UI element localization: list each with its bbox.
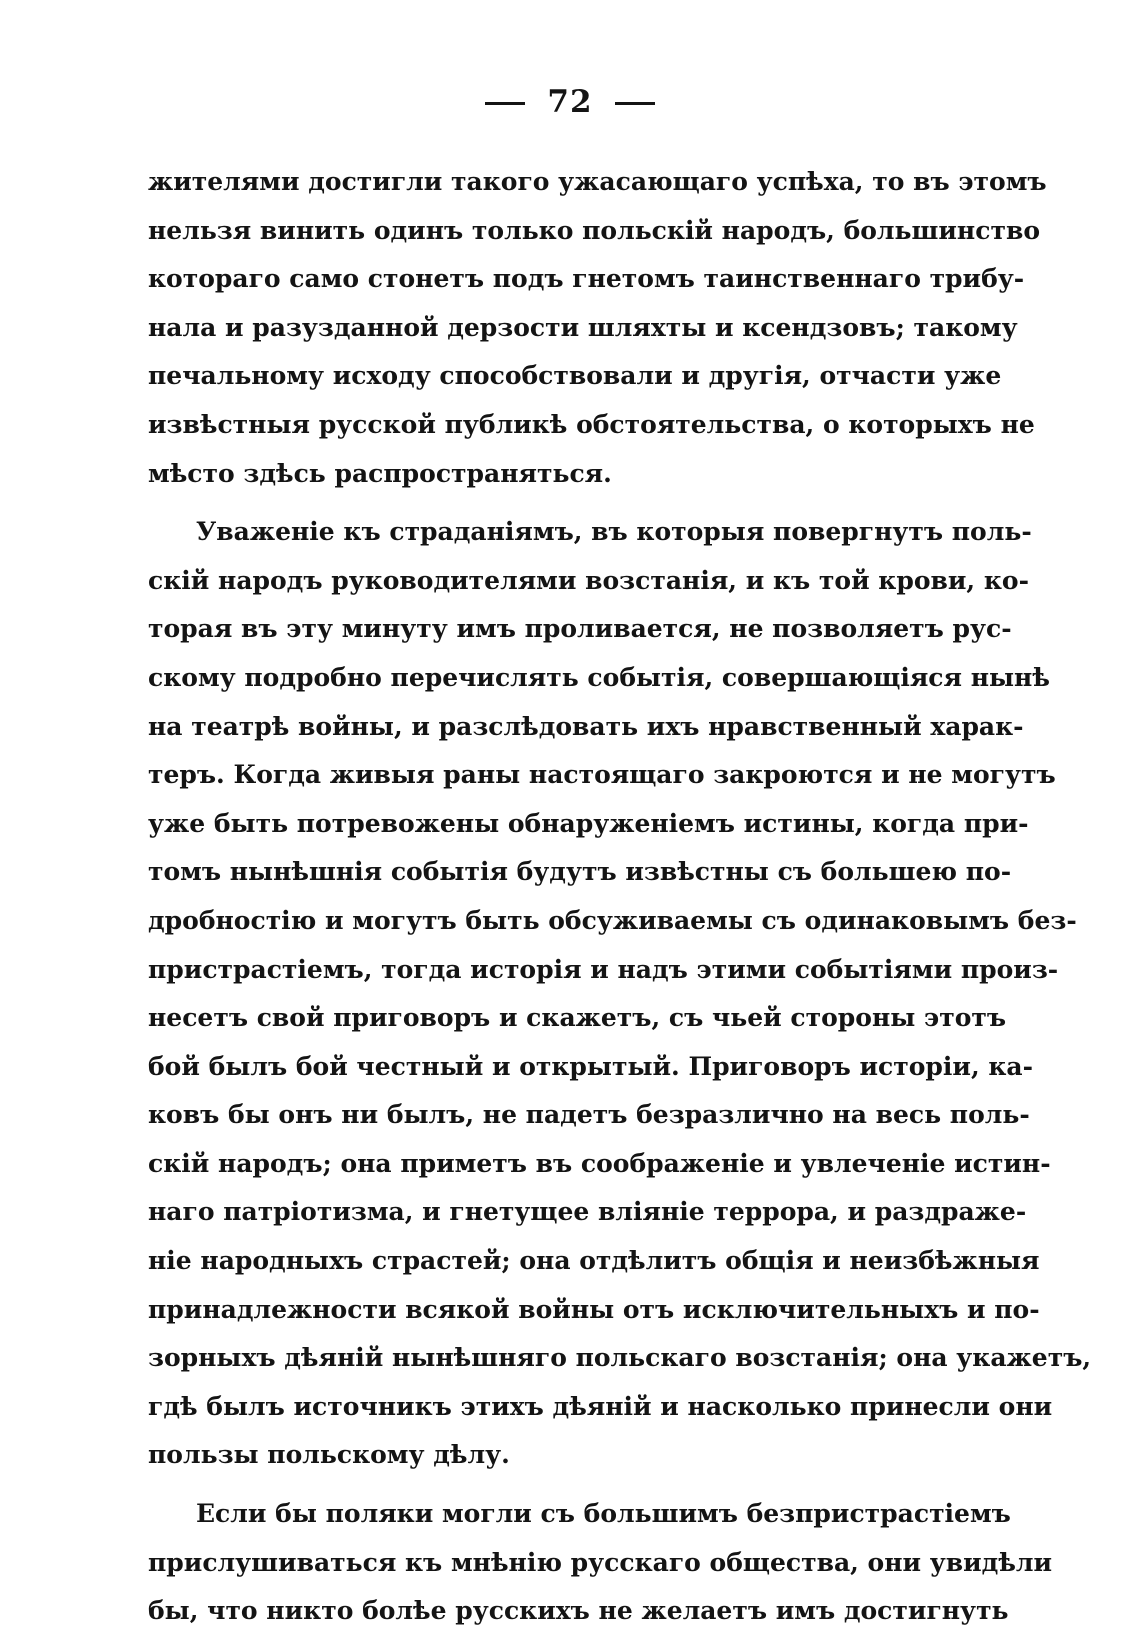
page-number: 72 bbox=[547, 84, 593, 120]
paragraph bbox=[148, 158, 1047, 498]
text-line: бы, что никто болѣе русскихъ не желаетъ имъ достигнуть bbox=[148, 1596, 1009, 1626]
body-text bbox=[148, 158, 1092, 1646]
text-line: скій народъ руководителями возстанія, и къ той крови, ко- bbox=[148, 565, 1029, 595]
left-dash bbox=[485, 102, 525, 105]
text-line: мѣсто здѣсь распространяться. bbox=[148, 458, 612, 488]
text-line: на театрѣ войны, и разслѣдовать ихъ нравственный харак- bbox=[148, 711, 1024, 741]
text-line: нельзя винить одинъ только польскій народъ, большинство bbox=[148, 215, 1040, 245]
text-line: прислушиваться къ мнѣнію русскаго общества, они увидѣли bbox=[148, 1547, 1053, 1577]
text-line: Уваженіе къ страданіямъ, въ которыя повергнутъ поль- bbox=[196, 517, 1032, 547]
text-line: ніе народныхъ страстей; она отдѣлитъ общія и неизбѣжныя bbox=[148, 1246, 1040, 1276]
text-line: несетъ свой приговоръ и скажетъ, съ чьей стороны этотъ bbox=[148, 1003, 1007, 1033]
text-line: извѣстныя русской публикѣ обстоятельства, о которыхъ не bbox=[148, 409, 1035, 439]
text-line: котораго само стонетъ подъ гнетомъ таинственнаго трибу- bbox=[148, 264, 1025, 294]
text-line: скій народъ; она приметъ въ соображеніе и увлеченіе истин- bbox=[148, 1148, 1051, 1178]
text-line: гдѣ былъ источникъ этихъ дѣяній и насколько принесли они bbox=[148, 1391, 1053, 1421]
page-number-header bbox=[0, 84, 1140, 120]
text-line: торая въ эту минуту имъ проливается, не позволяетъ рус- bbox=[148, 614, 1012, 644]
text-line: ковъ бы онъ ни былъ, не падетъ безразлично на весь поль- bbox=[148, 1100, 1030, 1130]
text-line: дробностію и могутъ быть обсуживаемы съ одинаковымъ без- bbox=[148, 905, 1077, 935]
text-line: уже быть потревожены обнаруженіемъ истины, когда при- bbox=[148, 808, 1029, 838]
text-line: жителями достигли такого ужасающаго успѣха, то въ этомъ bbox=[148, 167, 1047, 196]
text-line: скому подробно перечислять событія, совершающіяся нынѣ bbox=[148, 662, 1050, 692]
text-line: пристрастіемъ, тогда исторія и надъ этими событіями произ- bbox=[148, 954, 1059, 984]
paragraph bbox=[148, 508, 1092, 1480]
text-line: печальному исходу способствовали и другія, отчасти уже bbox=[148, 361, 1002, 391]
text-line: пользы польскому дѣлу. bbox=[148, 1440, 510, 1470]
text-line: томъ нынѣшнія событія будутъ извѣстны съ большею по- bbox=[148, 857, 1012, 887]
text-line: Если бы поляки могли съ большимъ безпристрастіемъ bbox=[196, 1499, 1011, 1529]
text-line: принадлежности всякой войны отъ исключительныхъ и по- bbox=[148, 1294, 1040, 1324]
text-line: нала и разузданной дерзости шляхты и ксендзовъ; такому bbox=[148, 312, 1018, 342]
text-line: зорныхъ дѣяній нынѣшняго польскаго возстанія; она укажетъ, bbox=[148, 1343, 1092, 1373]
text-line: наго патріотизма, и гнетущее вліяніе террора, и раздраже- bbox=[148, 1197, 1027, 1227]
paragraph bbox=[148, 1490, 1053, 1636]
text-line: бой былъ бой честный и открытый. Приговоръ исторіи, ка- bbox=[148, 1051, 1033, 1081]
right-dash bbox=[615, 102, 655, 105]
text-line: теръ. Когда живыя раны настоящаго закроются и не могутъ bbox=[148, 760, 1056, 790]
